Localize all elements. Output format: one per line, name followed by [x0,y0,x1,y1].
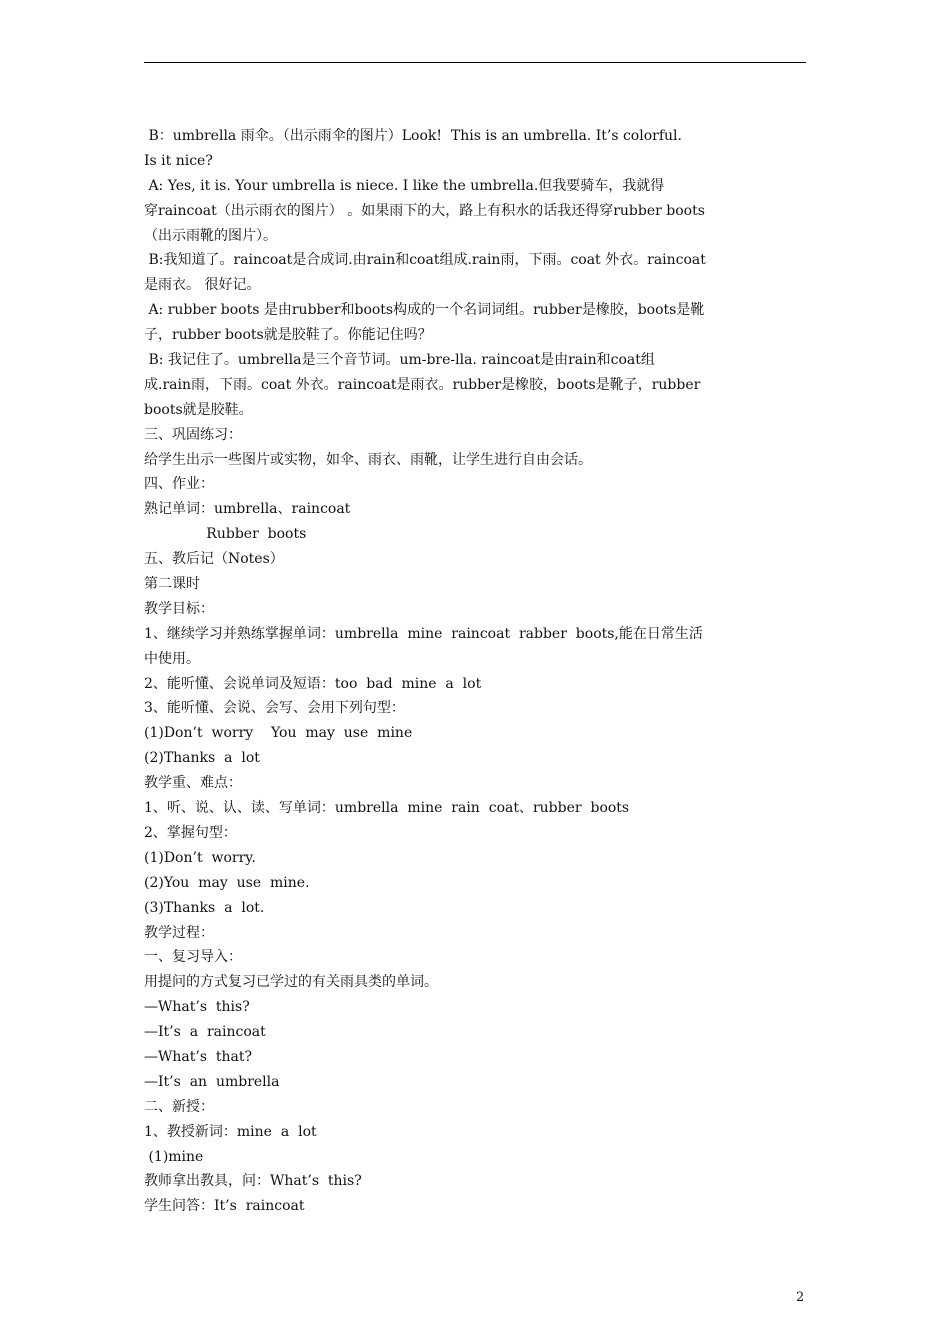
text-line: 1、教授新词：mine a lot [144,1123,317,1140]
text-line: 3、能听懂、会说、会写、会用下列句型： [144,700,405,717]
text-line: Rubber boots [144,526,307,543]
page-number: 2 [796,1290,805,1305]
text-line: 是雨衣。 很好记。 [144,277,261,294]
text-line: —What’s that? [144,1048,253,1065]
text-line: B：umbrella 雨伞。（出示雨伞的图片）Look! This is an umbrella. It’s colorful. [144,128,682,144]
text-line: 成.rain雨，下雨。coat 外衣。raincoat是雨衣。rubber是橡胶，boots是靴子，rubber [144,376,701,393]
text-line: 2、掌握句型： [144,824,237,841]
text-line: 学生问答：It’s raincoat [144,1198,305,1215]
text-line: B:我知道了。raincoat是合成词.由rain和coat组成.rain雨，下雨。coat 外衣。raincoat [144,252,706,269]
text-line: 二、新授： [144,1098,214,1115]
text-line: 教学过程： [144,924,214,941]
text-line: 中使用。 [144,650,200,667]
text-line: 四、作业： [144,476,214,493]
text-line: (2)You may use mine. [144,874,310,891]
text-line: —It’s an umbrella [144,1073,280,1090]
text-line: A: Yes, it is. Your umbrella is niece. I like the umbrella.但我要骑车，我就得 [144,177,665,194]
header-rule [144,62,806,63]
text-line: （出示雨靴的图片）。 [144,227,277,244]
text-line: (2)Thanks a lot [144,750,260,767]
text-line: —It’s a raincoat [144,1024,266,1041]
text-line: 第二课时 [144,576,200,593]
text-line: B: 我记住了。umbrella是三个音节词。um-bre-lla. raincoat是由rain和coat组 [144,352,655,369]
text-line: Is it nice? [144,152,213,169]
text-line: A: rubber boots 是由rubber和boots构成的一个名词词组。rubber是橡胶，boots是靴 [144,302,705,319]
text-line: 1、继续学习并熟练掌握单词：umbrella mine raincoat rabber boots,能在日常生活 [144,625,703,642]
text-line: 穿raincoat（出示雨衣的图片） 。如果雨下的大，路上有积水的话我还得穿rubber boots [144,202,705,219]
text-line: (1)mine [144,1148,204,1165]
text-line: (1)Don’t worry. [144,849,256,866]
text-line: (3)Thanks a lot. [144,899,265,916]
text-line: 用提问的方式复习已学过的有关雨具类的单词。 [144,974,438,991]
text-line: 五、教后记（Notes） [144,551,284,568]
text-line: 子，rubber boots就是胶鞋了。你能记住吗？ [144,327,432,344]
text-line: 一、复习导入： [144,949,242,966]
text-line: (1)Don’t worry You may use mine [144,725,413,742]
text-line: 1、听、说、认、读、写单词：umbrella mine rain coat、rubber boots [144,800,630,817]
text-line: 教师拿出教具，问：What’s this? [144,1173,362,1190]
text-line: —What’s this? [144,999,250,1016]
text-line: 2、能听懂、会说单词及短语：too bad mine a lot [144,675,482,692]
document-body [144,124,808,1219]
text-line: 教学重、难点： [144,775,242,792]
text-line: 三、巩固练习： [144,426,242,443]
text-line: boots就是胶鞋。 [144,401,253,418]
text-line: 教学目标： [144,600,214,617]
text-line: 给学生出示一些图片或实物，如伞、雨衣、雨靴，让学生进行自由会话。 [144,451,592,468]
text-line: 熟记单词：umbrella、raincoat [144,501,351,518]
